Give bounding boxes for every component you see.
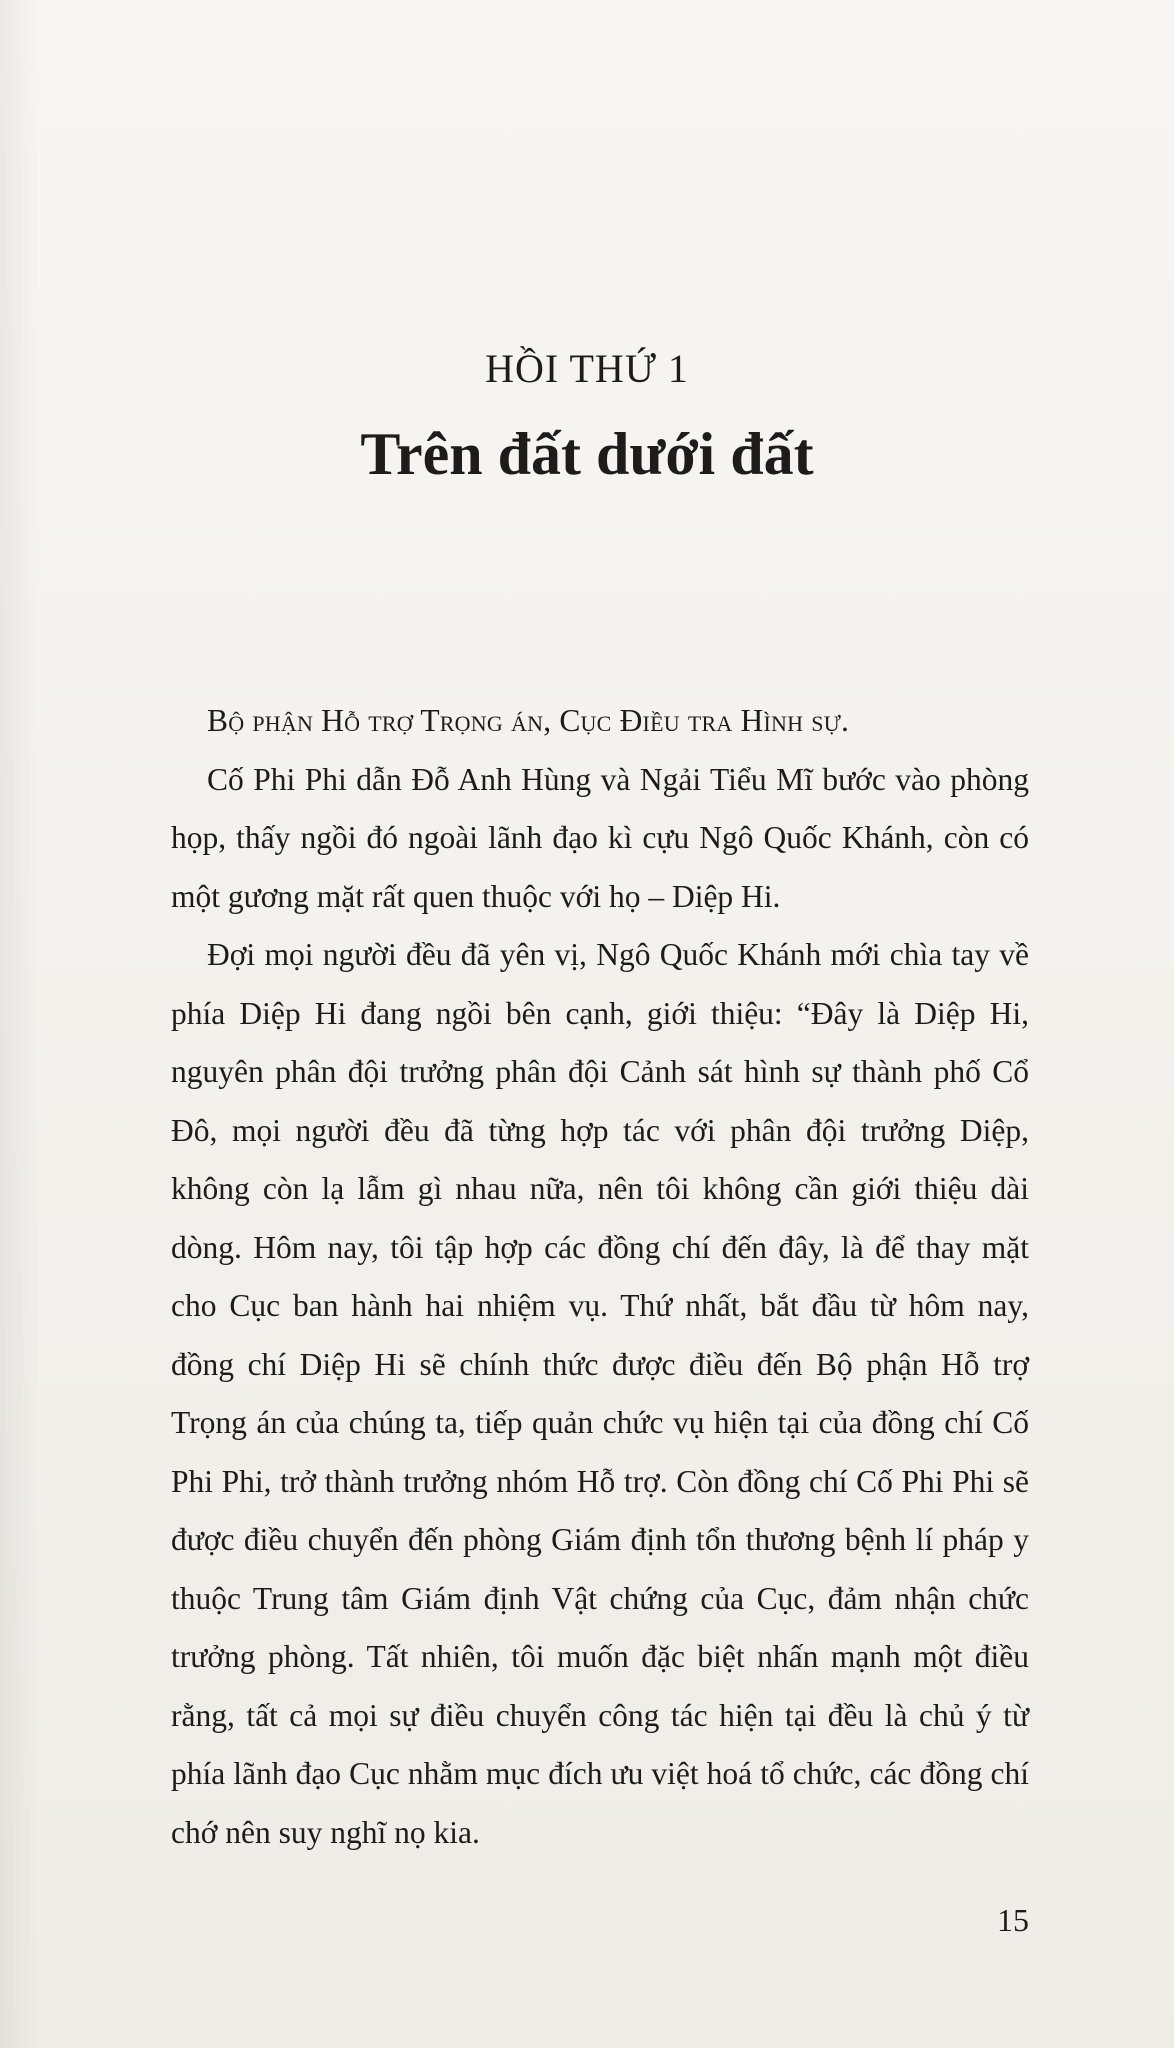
paragraph: Cố Phi Phi dẫn Đỗ Anh Hùng và Ngải Tiểu Mĩ bước vào phòng họp, thấy ngồi đó ngoài lãnh đạo kì cựu Ngô Quốc Khánh, còn có một gương mặt rất quen thuộc với họ – Diệp Hi. [171, 761, 1029, 914]
chapter-title: Trên đất dưới đất [360, 421, 814, 487]
section-heading: Bộ phận Hỗ trợ Trọng án, Cục Điều tra Hình sự. [207, 703, 850, 738]
body-text [171, 692, 1029, 1862]
page-number: 15 [997, 1902, 1029, 1938]
chapter-label: HỒI THỨ 1 [485, 346, 689, 391]
paragraph: Đợi mọi người đều đã yên vị, Ngô Quốc Khánh mới chìa tay về phía Diệp Hi đang ngồi bên cạnh, giới thiệu: “Đây là Diệp Hi, nguyên phân đội trưởng phân đội Cảnh sát hình sự thành phố Cổ Đô, mọi người đều đã từng hợp tác với phân đội trưởng Diệp, không còn lạ lẫm gì nhau nữa, nên tôi không cần giới thiệu dài dòng. Hôm nay, tôi tập hợp các đồng chí đến đây, là để thay mặt cho Cục ban hành hai nhiệm vụ. Thứ nhất, bắt đầu từ hôm nay, đồng chí Diệp Hi sẽ chính thức được điều đến Bộ phận Hỗ trợ Trọng án của chúng ta, tiếp quản chức vụ hiện tại của đồng chí Cố Phi Phi, trở thành trưởng nhóm Hỗ trợ. Còn đồng chí Cố Phi Phi sẽ được điều chuyển đến phòng Giám định tổn thương bệnh lí pháp y thuộc Trung tâm Giám định Vật chứng của Cục, đảm nhận chức trưởng phòng. Tất nhiên, tôi muốn đặc biệt nhấn mạnh một điều rằng, tất cả mọi sự điều chuyển công tác hiện tại đều là chủ ý từ phía lãnh đạo Cục nhằm mục đích ưu việt hoá tổ chức, các đồng chí chớ nên suy nghĩ nọ kia. [171, 937, 1029, 1850]
